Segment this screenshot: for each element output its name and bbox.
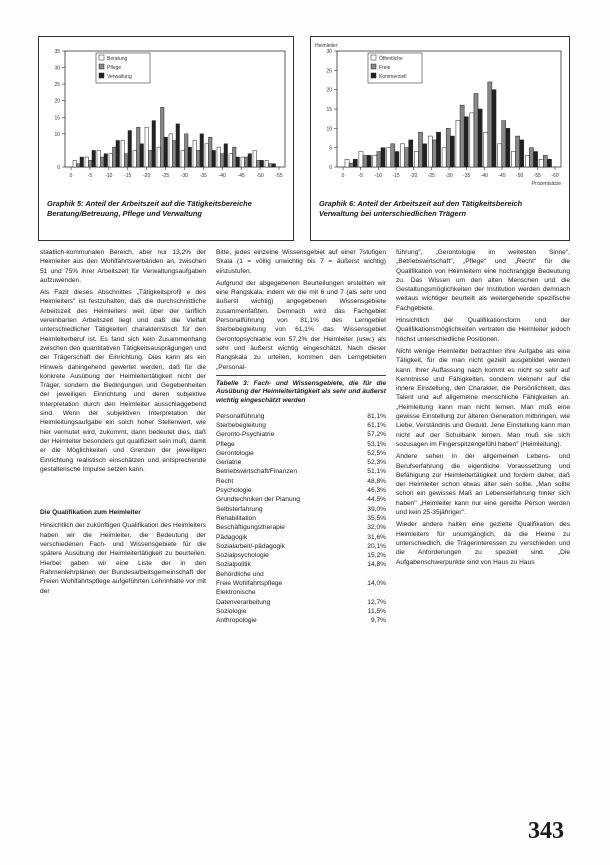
x-tick-label: -5 — [358, 173, 363, 179]
x-tick-label: -15 — [392, 173, 400, 179]
table-row — [216, 560, 386, 569]
table-cell-value: 51,1% — [367, 468, 386, 476]
table-cell-label: Gerontologie — [216, 449, 254, 457]
bar — [181, 150, 185, 167]
bar — [97, 150, 101, 167]
table-cell-label: Anthropologie — [216, 617, 257, 625]
bar — [224, 144, 228, 167]
bar — [133, 150, 137, 167]
y-tick-label: 15 — [54, 115, 60, 122]
bar — [245, 157, 249, 167]
bar — [269, 164, 273, 167]
x-tick-label: -40 — [480, 173, 488, 179]
bar — [80, 157, 84, 167]
bar — [205, 144, 209, 167]
bar — [418, 132, 422, 167]
legend-swatch — [371, 64, 376, 69]
y-tick-label: 25 — [54, 82, 60, 89]
x-tick-label: -35 — [199, 173, 207, 179]
figure-5 — [38, 36, 294, 241]
y-tick-label: 10 — [326, 126, 332, 133]
table-row — [216, 551, 386, 560]
bar — [149, 150, 153, 167]
bar — [492, 90, 496, 167]
table-row — [216, 477, 386, 486]
y-tick-label: 0 — [57, 165, 60, 171]
table-row — [216, 514, 386, 523]
figure-5-caption: Graphik 5: Anteil der Arbeitszeit auf die Tätigkeitsbereiche Beratung/Betreuung, Pflege und Verwaltung — [47, 199, 252, 218]
table-cell-value — [355, 570, 386, 579]
bar — [391, 144, 395, 167]
x-tick-label: -60 — [551, 173, 559, 179]
bar — [265, 160, 269, 167]
bar — [193, 140, 197, 167]
paragraph: staatlich-kommunalen Bereich, aber nur 13,2% der Heimleiter aus den Wohlfahrtsverbänden an, zwischen 51 und 75% ihrer Arbeitszeit für Verwaltungsaufgaben aufzuwenden. — [40, 249, 206, 284]
table-cell-value — [355, 588, 386, 597]
table-cell-value: 14,8% — [367, 561, 386, 569]
legend-label: Beratung — [107, 56, 128, 62]
bar — [539, 159, 543, 167]
table-cell-label: Beschäftigungstherapie — [216, 524, 285, 532]
table-row — [216, 523, 386, 532]
table-cell-value: 53,1% — [367, 440, 386, 448]
table-cell-value: 52,3% — [367, 459, 386, 467]
bar — [450, 136, 454, 167]
table-cell-label: Sterbebegleitung — [216, 421, 266, 429]
table-cell-label: Grundtechniken der Planung — [216, 496, 300, 504]
x-tick-label: -10 — [105, 173, 113, 179]
table-cell-label: Rehabilitation — [216, 514, 256, 522]
legend-swatch — [99, 64, 104, 69]
table-cell-value: 11,5% — [367, 607, 386, 615]
bar — [484, 132, 488, 167]
bar — [233, 147, 237, 167]
bar — [470, 113, 474, 167]
table-cell-label: Freie Wohlfahrtspflege — [216, 579, 283, 587]
bar — [125, 154, 129, 167]
bar — [157, 147, 161, 167]
bar — [85, 157, 89, 167]
bar — [217, 147, 221, 167]
bar — [152, 121, 156, 167]
table-cell-value: 57,2% — [367, 431, 386, 439]
table-cell-label: Geronto-Psychiatrie — [216, 431, 275, 439]
paragraph: Nicht wenige Heimleiter betrachten ihre Aufgabe als eine Tätigkeit, für die man nicht gezielt ausgebildet werden kann. Ihrer Auffassung nach kommt es nicht so sehr auf Kenntnisse und Fähigkeiten, sondern vielmehr auf die innere Einstellung, den Charakter, die Persönlichkeit, das Talent und auf allgemeine menschliche Fähigkeiten an. „Heimleitung kann man nicht lernen. Man muß eine gewisse Einstellung zur älteren Generation mitbringen, wie Liebe, Verständnis und Geduld. Jene Einstellung kann man nicht auf der Schulbank lernen. Man muß sie sich sozusagen im Fingerspitzengefühl haben" (Heimleitung). — [396, 347, 570, 448]
bar — [253, 150, 257, 167]
table-cell-value: 46,3% — [367, 487, 386, 495]
table-caption: Tabelle 3: Fach- und Wissensgebiete, die für die Ausübung der Heimleitertätigkeit als sehr und äußerst wichtig eingeschätzt werden — [216, 375, 386, 406]
legend-label: Freie — [379, 65, 391, 71]
legend-swatch — [99, 73, 104, 78]
table-cell-value: 20,1% — [367, 542, 386, 550]
table-cell-value: 52,5% — [367, 449, 386, 457]
legend-label: Kommerziell — [379, 74, 407, 80]
bar — [145, 127, 149, 167]
x-tick-label: -35 — [463, 173, 471, 179]
bar — [525, 155, 529, 167]
bar — [511, 152, 515, 167]
bar — [349, 163, 353, 167]
table-row — [216, 542, 386, 551]
data-table — [216, 412, 386, 626]
table-row — [216, 579, 386, 588]
table-cell-label: Recht — [216, 477, 234, 485]
table-cell-value: 44,5% — [367, 496, 386, 504]
bar — [73, 160, 77, 167]
bar — [428, 136, 432, 167]
paragraph: Bitte, jedes einzelne Wissensgebiet auf einer 7stufigen Skala (1 = völlig unwichtig bis 7 = äußerst wichtig) einzustufen. — [216, 249, 386, 275]
bar — [405, 148, 409, 167]
bar — [395, 152, 399, 167]
bar — [89, 160, 93, 167]
legend-swatch — [371, 73, 376, 78]
table-cell-label: Personalführung — [216, 412, 265, 420]
bar — [488, 82, 492, 167]
bar — [188, 147, 192, 167]
bar — [529, 148, 533, 167]
bar — [140, 144, 144, 167]
bar — [128, 131, 132, 167]
y-tick-label: 35 — [54, 49, 60, 55]
bar — [121, 140, 125, 167]
table-cell-value: 12,7% — [367, 598, 386, 606]
bar — [236, 157, 240, 167]
bar — [547, 159, 551, 167]
table-cell-label: Elektronische — [216, 589, 256, 597]
x-tick-label: -10 — [374, 173, 382, 179]
table-cell-label: Pflege — [216, 440, 235, 448]
table-row — [216, 505, 386, 514]
bar — [169, 134, 173, 167]
bar — [109, 154, 113, 167]
bar — [414, 152, 418, 167]
x-tick-label: -45 — [498, 173, 506, 179]
bar — [460, 105, 464, 167]
bar — [377, 152, 381, 167]
legend-swatch — [99, 55, 104, 60]
bar — [241, 157, 245, 167]
bar — [359, 152, 363, 167]
x-axis-label: Prozentsätze — [531, 181, 561, 187]
section-heading: Die Qualifikation zum Heimleiter — [40, 509, 141, 517]
bar — [520, 140, 524, 167]
legend-label: Pflege — [107, 65, 122, 71]
table-row — [216, 430, 386, 439]
bar — [367, 155, 371, 167]
bar — [164, 137, 168, 167]
table-row — [216, 440, 386, 449]
bar — [116, 140, 120, 167]
bar — [173, 140, 177, 167]
y-tick-label: 5 — [329, 145, 332, 152]
table-row — [216, 486, 386, 495]
bar — [446, 128, 450, 167]
bar — [185, 134, 189, 167]
paragraph: Als Fazit dieses Abschnittes „Tätigkeitsprofil e des Heimleiters" ist festzuhalten, daß die durchschnittliche Arbeitszeit des Heimleiters weit über der tariflich vereinbarten Arbeitszeit liegt und daß die Vielfalt unterschiedlicher Tätigkeiten charakteristisch für den Heimleiterberuf ist. Es fand sich kein Zusammenhang zwischen den quantitativen Tätigkeitsausprägungen und der Trägerschaft der Einrichtung. Dies kann als ein Hinweis dahingehend gewertet werden, daß für die konkrete Ausübung der Heimleitertätigkeit nicht der Träger, sondern die Bedingungen und Gegebenheiten der jeweiligen Einrichtung und deren subjektive Interpretation durch den Heimleiter ausschlaggebend sind. Wenn der subjektiven Interpretation der Heimleitungsaufgabe ein solch hoher Stellenwert, wie hier vermutet wird, zukommt, dann bedeutet dies, daß der Heimleiter besonders gut qualifiziert sein muß, damit er die Möglichkeiten und Grenzen der jeweiligen Einrichtung realistisch einschätzen und entsprechende gestalterische Impulse setzen kann. — [40, 289, 206, 473]
table-cell-label: Psychologie — [216, 487, 252, 495]
table-cell-label: Behördliche und — [216, 570, 264, 578]
y-tick-label: 20 — [54, 98, 60, 105]
table-cell-label: Geriatrie — [216, 459, 242, 467]
x-tick-label: -25 — [427, 173, 435, 179]
table-row — [216, 421, 386, 430]
y-tick-label: 30 — [326, 49, 332, 55]
bar — [212, 150, 216, 167]
x-tick-label: -55 — [275, 173, 283, 179]
legend-label: Öffentliche — [379, 56, 403, 62]
bar — [92, 150, 96, 167]
paragraph: Andere sehen in der allgemeinen Lebens- und Berufserfahrung die eigentliche Voraussetzung und Befähigung zur Heimleitertätigkeit und fordern daher, daß der Heimleiter schon etwas älter sein sollte. „Man sollte schon ein gewisses Maß an Lebenserfahrung hinter sich haben" „Heimleiter kann nur eine gereifte Person werden und kein 25-35jähriger". — [396, 453, 570, 517]
column-1 — [40, 248, 206, 599]
table-cell-value: 39,0% — [367, 505, 386, 513]
x-tick-label: -20 — [410, 173, 418, 179]
table-cell-label: Sozialpsychologie — [216, 552, 269, 560]
table-row — [216, 412, 386, 421]
bar — [209, 137, 213, 167]
table-cell-value: 48,8% — [367, 477, 386, 485]
y-tick-label: 15 — [326, 107, 332, 113]
table-cell-label: Selbsterfahrung — [216, 505, 263, 513]
table-row — [216, 533, 386, 542]
x-tick-label: -20 — [143, 173, 151, 179]
bar — [137, 127, 141, 167]
y-tick-label: 25 — [326, 68, 332, 75]
bar — [436, 132, 440, 167]
bar — [381, 148, 385, 167]
table-cell-value: 31,6% — [367, 533, 386, 541]
table-row — [216, 598, 386, 607]
table-row — [216, 449, 386, 458]
bar — [161, 107, 165, 167]
figure-6-chart — [311, 37, 569, 197]
bar — [432, 140, 436, 167]
bar — [272, 164, 276, 167]
bar — [373, 155, 377, 167]
table-cell-label: Soziologie — [216, 607, 247, 615]
x-tick-label: -5 — [87, 173, 93, 179]
bar — [423, 144, 427, 167]
bar — [345, 159, 349, 167]
y-axis-label: Heimleiter — [315, 43, 338, 49]
legend-swatch — [371, 55, 376, 60]
paragraph: Aufgrund der abgegebenen Beurteilungen erstellten wir eine Rangskala, indem wir die mit 6 und 7 (als sehr und äußerst wichtig) angegebenen Wissensgebiete zusammenfaßten. Demnach wird das Fachgebiet Personalführung von 81,1% des Lerngebiet Sterbebegleitung von 61,1% das Wissensgebiet Gerontopsychiatrie von 57,2% der Heimleiter (usw.) als sehr und äußerst wichtig eingeschätzt. Nach dieser Rangskala zu urteilen, kommen den Lerngebieten „Personal- — [216, 279, 386, 371]
table-cell-label: Datenverarbeitung — [216, 598, 271, 606]
table-cell-label: Sozialarbeit/-pädagogik — [216, 542, 285, 550]
x-tick-label: -45 — [237, 173, 245, 179]
bar — [248, 154, 252, 167]
bar — [104, 154, 108, 167]
bar — [113, 147, 117, 167]
table-cell-value: 14,0% — [367, 579, 386, 587]
paragraph: führung", „Gerontologie im weitesten Sinne", „Betriebswirtschaft", „Pflege" und „Recht" für die Qualifikation von Heimleitern eine hochrangige Bedeutung zu. Das Wissen um den alten Menschen und die Gestaltungsmöglichkeiten der Institution werden demnach weitaus wichtiger beurteilt als weitergehende spezifische Fachgebiete. — [396, 249, 570, 312]
table-row — [216, 588, 386, 597]
bar — [197, 150, 201, 167]
paragraph: Hinsichtlich der Qualifikationsform und der Qualifikationsmöglichkeiten vertraten die Heimleiter jedoch höchst unterschiedliche Positionen. — [396, 317, 570, 343]
x-tick-label: 0 — [69, 173, 73, 179]
paragraph: Hinsichtlich der zukünftigen Qualifikation des Heimleiters haben wir die Heimleiter, die Bedeutung der verschiedenen Fach- und Wissensgebiete für die spätere Ausübung der Heimleitertätigkeit zu beurteilen. Hierbei gaben wir eine Liste der in den Rahmenlehrplänen der Bundesarbeitsgemeinschaft der Freien Wohlfahrtspflege aufgeführten Lehrinhalte vor mit der — [40, 522, 206, 595]
y-tick-label: 30 — [54, 65, 60, 72]
bar — [534, 152, 538, 167]
y-tick-label: 0 — [329, 165, 332, 171]
table-cell-value: 35,5% — [367, 514, 386, 522]
bar — [516, 136, 520, 167]
x-tick-label: -30 — [445, 173, 453, 179]
table-cell-value: 81,1% — [367, 412, 386, 420]
figure-6-caption: Graphik 6: Anteil der Arbeitszeit auf den Tätigkeitsbereich Verwaltung bei unterschiedlichen Trägern — [319, 199, 523, 218]
legend-label: Verwaltung — [107, 74, 132, 80]
x-tick-label: 0 — [341, 173, 345, 179]
bar — [502, 121, 506, 167]
table-row — [216, 570, 386, 579]
table-cell-value: 9,7% — [370, 617, 386, 625]
x-tick-label: -15 — [124, 173, 132, 179]
table-row — [216, 607, 386, 616]
bar — [400, 144, 404, 167]
bar — [464, 117, 468, 167]
table-cell-value: 15,2% — [367, 552, 386, 560]
page-number: 343 — [528, 818, 564, 844]
bar — [200, 134, 204, 167]
bar — [478, 109, 482, 167]
bar — [176, 124, 180, 167]
bar — [498, 144, 502, 167]
table-cell-label: Sozialpolitik — [216, 561, 251, 569]
y-tick-label: 10 — [54, 131, 60, 138]
bar — [387, 148, 391, 167]
table-cell-label: Pädagogik — [216, 533, 248, 541]
column-3 — [396, 248, 570, 570]
bar — [77, 164, 81, 167]
table-cell-value: 61,1% — [367, 421, 386, 429]
table-row — [216, 467, 386, 476]
bar — [229, 154, 233, 167]
bar — [363, 155, 367, 167]
bar — [442, 148, 446, 167]
table-cell-label: Betriebswirtschaft/Finanzen — [216, 468, 297, 476]
bar — [221, 154, 225, 167]
paragraph: Wieder andere halten eine gezielte Qualifikation des Heimleiters für unumgänglich, da die Heime zu unterschiedlich, die Trägerinteressen zu verschieden und die Anforderungen zu speziell sind. „Die Aufgabenschwerpunkte sind von Haus zu Haus — [396, 521, 570, 566]
table-row — [216, 495, 386, 504]
table-cell-value: 32,0% — [367, 524, 386, 532]
bar — [101, 157, 105, 167]
bar — [474, 94, 478, 167]
bar — [506, 128, 510, 167]
figure-6 — [310, 36, 570, 241]
bar — [409, 140, 413, 167]
bar — [543, 155, 547, 167]
column-2 — [216, 248, 386, 625]
y-tick-label: 20 — [326, 87, 332, 94]
table-row — [216, 616, 386, 625]
figure-5-chart — [39, 37, 293, 197]
x-tick-label: -50 — [516, 173, 524, 179]
bar — [260, 160, 264, 167]
table-row — [216, 458, 386, 467]
bar — [257, 160, 261, 167]
x-tick-label: -40 — [218, 173, 226, 179]
x-tick-label: -30 — [180, 173, 189, 179]
x-tick-label: -55 — [533, 173, 541, 179]
x-tick-label: -50 — [256, 173, 264, 179]
bar — [456, 121, 460, 167]
bar — [353, 159, 357, 167]
x-tick-label: -25 — [161, 173, 170, 179]
